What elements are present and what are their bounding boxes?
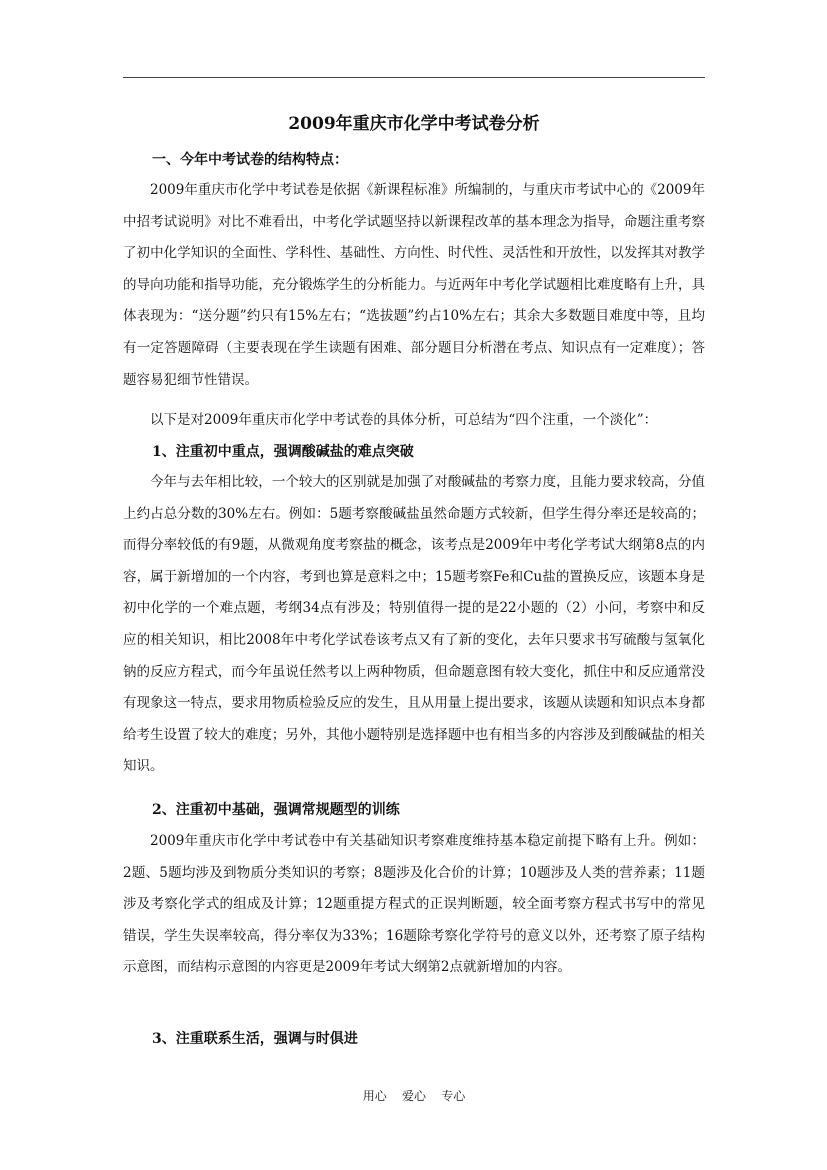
paragraph-basics: 2009年重庆市化学中考试卷中有关基础知识考察难度维持基本稳定前提下略有上升。例如：2题、5题均涉及到物质分类知识的考察；8题涉及化合价的计算；10题涉及人类的营养素；11题涉及考察化学式的组成及计算；12题重提方程式的正误判断题，较全面考察方程式书写中的常见错误，学生失误率较高，得分率仅为33%；16题除考察化学符号的意义以外，还考察了原子结构示意图，而结构示意图的内容更是2009年考试大纲第2点就新增加的内容。 (123, 833, 705, 976)
page-footer: 用心 爱心 专心 (362, 1089, 466, 1103)
paragraph-acid-base-salt: 今年与去年相比较，一个较大的区别就是加强了对酸碱盐的考察力度，且能力要求较高，分值上约占总分数的30%左右。例如：5题考察酸碱盐虽然命题方式较新，但学生得分率还是较高的；而得分率较低的有9题，从微观角度考察盐的概念，该考点是2009年中考化学考试大纲第8点的内容，属于新增加的一个内容，考到也算是意料之中；15题考察Fe和Cu盐的置换反应，该题本身是初中化学的一个难点题，考纲34点有涉及；特别值得一提的是22小题的（2）小问，考察中和反应的相关知识，相比2008年中考化学试卷该考点又有了新的变化，去年只要求书写硫酸与氢氧化钠的反应方程式，而今年虽说任然考以上两种物质，但命题意图有较大变化，抓住中和反应通常没有现象这一特点，要求用物质检验反应的发生，且从用量上提出要求，该题从读题和知识点本身都给考生设置了较大的难度；另外，其他小题特别是选择题中也有相当多的内容涉及到酸碱盐的相关知识。 (123, 474, 705, 775)
header-rule (123, 77, 705, 78)
paragraph-overview: 2009年重庆市化学中考试卷是依据《新课程标准》所编制的，与重庆市考试中心的《2009年中招考试说明》对比不难看出，中考化学试题坚持以新课程改革的基本理念为指导，命题注重考察了初中化学知识的全面性、学科性、基础性、方向性、时代性、灵活性和开放性，以发挥其对教学的导向功能和指导功能，充分锻炼学生的分析能力。与近两年中考化学试题相比难度略有上升，具体表现为：“送分题”约只有15%左右；“选拔题”约占10%左右；其余大多数题目难度中等，且均有一定答题障碍（主要表现在学生读题有困难、部分题目分析潜在考点、知识点有一定难度）；答题容易犯细节性错误。 (123, 182, 705, 388)
section-heading-structure: 一、今年中考试卷的结构特点： (152, 152, 348, 168)
heading-focus-life: 3、注重联系生活，强调与时俱进 (152, 1031, 358, 1047)
heading-focus-key-points: 1、注重初中重点，强调酸碱盐的难点突破 (152, 444, 414, 460)
page-title: 2009年重庆市化学中考试卷分析 (288, 114, 540, 134)
heading-focus-basics: 2、注重初中基础，强调常规题型的训练 (152, 802, 400, 818)
paragraph-summary: 以下是对2009年重庆市化学中考试卷的具体分析，可总结为“四个注重，一个淡化”： (150, 412, 658, 428)
